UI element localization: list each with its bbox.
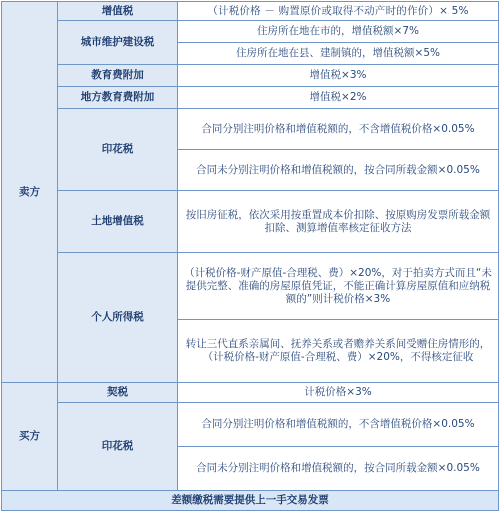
education-surcharge-rate: 增值税×3%	[178, 65, 499, 87]
land-vat-method: 按旧房征税，依次采用按重置成本价扣除、按原购房发票所载金额扣除、测算增值率核定征收方法	[178, 191, 499, 253]
table-row	[2, 21, 499, 43]
seller-label: 卖方	[2, 2, 58, 383]
urban-construction-tax-name: 城市维护建设税	[58, 21, 178, 65]
urban-construction-county-rate: 住房所在地在县、建制镇的，增值税额×5%	[178, 43, 499, 65]
table-row	[2, 65, 499, 87]
buyer-stamp-duty-combined: 合同未分别注明价格和增值税额的，按合同所载金额×0.05%	[178, 447, 499, 491]
personal-income-tax-gift: 转让三代直系亲属间、抚养关系或者赡养关系间受赠住房情形的，（计税价格-财产原值-合理税、费）×20%，不得核定征收	[178, 320, 499, 383]
vat-name: 增值税	[58, 2, 178, 21]
vat-formula: （计税价格 － 购置原价或取得不动产时的作价）× 5%	[178, 2, 499, 21]
table-row	[2, 2, 499, 21]
deed-tax-name: 契税	[58, 383, 178, 403]
urban-construction-city-rate: 住房所在地在市的，增值税额×7%	[178, 21, 499, 43]
buyer-stamp-duty-name: 印花税	[58, 403, 178, 491]
land-vat-name: 土地增值税	[58, 191, 178, 253]
table-row	[2, 253, 499, 320]
local-education-surcharge-rate: 增值税×2%	[178, 87, 499, 109]
deed-tax-rate: 计税价格×3%	[178, 383, 499, 403]
buyer-stamp-duty-separate: 合同分别注明价格和增值税额的，不含增值税价格×0.05%	[178, 403, 499, 447]
buyer-label: 买方	[2, 383, 58, 491]
table-row	[2, 87, 499, 109]
table-row	[2, 383, 499, 403]
table-row	[2, 109, 499, 150]
seller-stamp-duty-combined: 合同未分别注明价格和增值税额的，按合同所载金额×0.05%	[178, 150, 499, 191]
personal-income-tax-name: 个人所得税	[58, 253, 178, 383]
seller-stamp-duty-name: 印花税	[58, 109, 178, 191]
tax-table	[1, 1, 499, 511]
footer-note: 差额缴税需要提供上一手交易发票	[2, 491, 499, 511]
table-row	[2, 403, 499, 447]
table-row	[2, 491, 499, 511]
seller-stamp-duty-separate: 合同分别注明价格和增值税额的，不含增值税价格×0.05%	[178, 109, 499, 150]
table-row	[2, 191, 499, 253]
local-education-surcharge-name: 地方教育费附加	[58, 87, 178, 109]
personal-income-tax-general: （计税价格-财产原值-合理税、费）×20%，对于拍卖方式而且“未提供完整、准确的房屋原值凭证，不能正确计算房屋原值和应纳税额的”则计税价格×3%	[178, 253, 499, 320]
education-surcharge-name: 教育费附加	[58, 65, 178, 87]
